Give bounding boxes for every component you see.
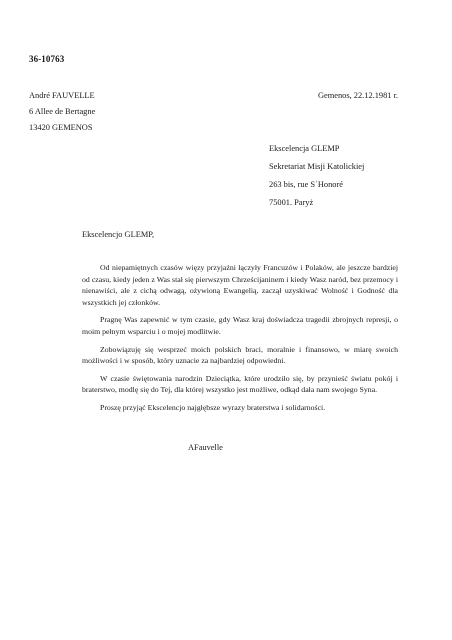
body-paragraph: Zobowiązuję się wesprzeć moich polskich braci, moralnie i finansowo, w miarę swoich możliwości i w sposób, który uznacie za najbardziej odpowiedni.: [82, 344, 398, 366]
document-reference-number: 36-10763: [29, 54, 65, 64]
recipient-line-3: 263 bis, rue SʾHonoré: [269, 180, 343, 189]
recipient-line-4: 75001. Paryż: [269, 198, 314, 207]
letter-body: [82, 262, 398, 420]
salutation: Ekscelencjo GLEMP,: [82, 230, 155, 239]
signature: AFauvelle: [188, 443, 223, 452]
recipient-line-2: Sekretariat Misji Katolickiej: [269, 162, 365, 171]
body-paragraph: Pragnę Was zapewnić w tym czasie, gdy Wasz kraj doświadcza tragedii zbrojnych represji, o moim pełnym wsparciu i o mojej modlitwie.: [82, 315, 398, 336]
sender-street: 6 Allee de Bertagne: [29, 107, 96, 116]
body-paragraph: W czasie świętowania narodzin Dzieciątka, które urodziło się, by przynieść światu pokój i braterstwo, modlę się do Tej, dla której wszystko jest możliwe, odkąd dała nam swojego Syna.: [82, 373, 398, 395]
recipient-address-block: [269, 140, 364, 212]
body-paragraph: Od niepamiętnych czasów więzy przyjaźni łączyły Francuzów i Polaków, ale jeszcze bardziej od czasu, kiedy jeden z Was stał się pierwszym Chrześcijaninem i kiedy Wasz naród, bez przemocy i nienawiści, ale z cichą odwagą, ożywioną Ewangelią, zaczął uzyskiwać Wolność i Godność dla wszystkich jej członków.: [82, 263, 398, 307]
letter-date: Gemenos, 22.12.1981 r.: [317, 91, 398, 100]
sender-city: 13420 GEMENOS: [29, 123, 93, 132]
sender-address-block: [29, 88, 95, 136]
recipient-line-1: Ekscelencja GLEMP: [269, 144, 340, 153]
sender-name: André FAUVELLE: [29, 91, 95, 100]
closing-line: Proszę przyjąć Ekscelencjo najgłębsze wyrazy braterstwa i solidarności.: [100, 402, 326, 412]
